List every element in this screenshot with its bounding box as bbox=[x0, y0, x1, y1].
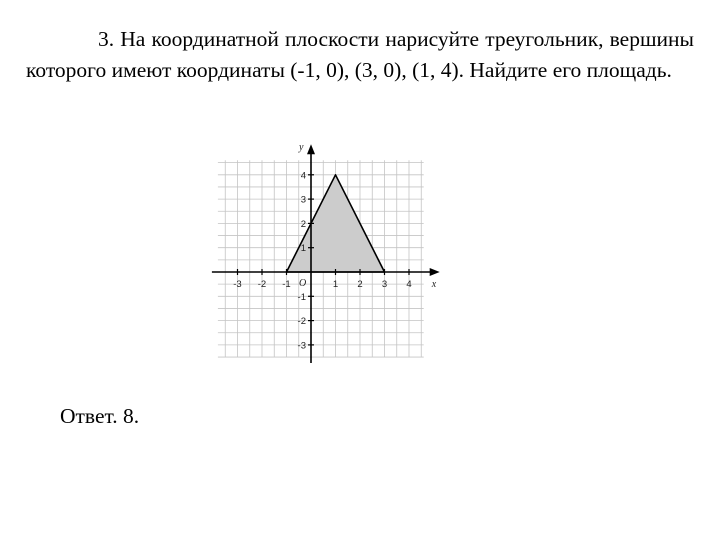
x-tick-label: 2 bbox=[357, 279, 363, 290]
x-tick-label: -1 bbox=[282, 279, 291, 290]
y-tick-label: -3 bbox=[297, 340, 306, 352]
x-tick-label: 3 bbox=[381, 279, 388, 290]
y-axis-label: y bbox=[299, 142, 304, 154]
y-tick-label: 2 bbox=[300, 218, 306, 230]
y-tick-label: -2 bbox=[297, 316, 306, 328]
y-tick-label: 3 bbox=[300, 194, 306, 206]
x-tick-label: -2 bbox=[257, 279, 267, 290]
answer-text: Ответ. 8. bbox=[60, 404, 140, 428]
x-axis-arrow bbox=[430, 268, 440, 276]
y-tick-label: 4 bbox=[300, 170, 306, 182]
origin-label: O bbox=[299, 278, 307, 289]
x-axis-label: x bbox=[431, 279, 437, 290]
y-tick-label: -1 bbox=[297, 291, 306, 303]
x-tick-label: -3 bbox=[233, 279, 242, 290]
x-tick-label: 1 bbox=[332, 279, 339, 290]
x-tick-label: 4 bbox=[406, 279, 412, 290]
y-tick-label: 1 bbox=[300, 243, 306, 255]
y-axis-arrow bbox=[307, 144, 315, 154]
problem-text: 3. На координатной плоскости нарисуйте треугольник, вершины которого имеют координаты (-1, 0), (3, 0), (1, 4). Найдите его площадь. bbox=[26, 27, 694, 82]
